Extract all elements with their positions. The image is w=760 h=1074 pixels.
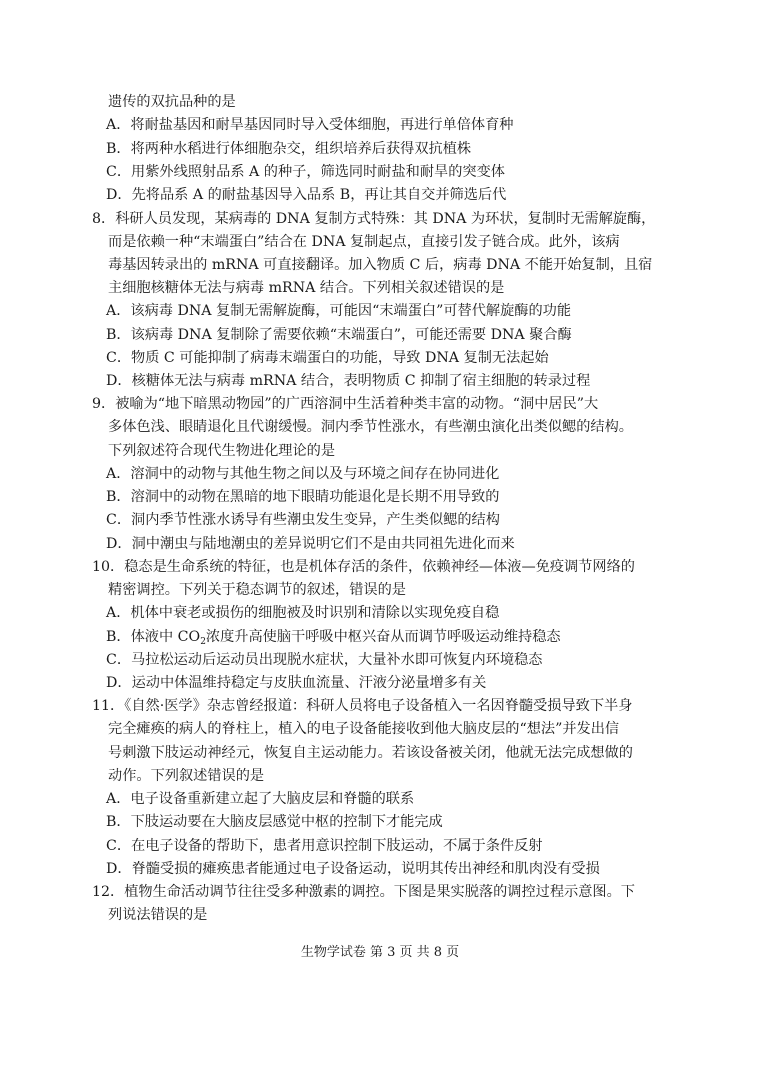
q10-option-a: A．机体中衰老或损伤的细胞被及时识别和清除以实现免疫自稳 [106,605,500,621]
q8-option-b: B．该病毒 DNA 复制除了需要依赖“末端蛋白”，可能还需要 DNA 聚合酶 [106,327,572,343]
q9-option-c: C．洞内季节性涨水诱导有些潮虫发生变异，产生类似鳃的结构 [106,512,500,528]
q9-stem-line: 下列叙述符合现代生物进化理论的是 [108,443,336,459]
q11-stem-line: 号刺激下肢运动神经元，恢复自主运动能力。若该设备被关闭，他就无法完成想做的 [108,745,633,761]
q7-option-d: D．先将品系 A 的耐盐基因导入品系 B，再让其自交并筛选后代 [106,187,507,203]
q8-stem-line: 而是依赖一种“末端蛋白”结合在 DNA 复制起点，直接引发子链合成。此外，该病 [108,234,620,250]
q10-option-d: D．运动中体温维持稳定与皮肤血流量、汗液分泌量增多有关 [106,675,487,691]
q7-stem-continuation: 遗传的双抗品种的是 [108,94,236,110]
q8-option-a: A．该病毒 DNA 复制无需解旋酶，可能因“末端蛋白”可替代解旋酶的功能 [106,303,572,319]
q8-stem-line: 主细胞核糖体无法与病毒 mRNA 结合。下列相关叙述错误的是 [108,280,505,296]
subscript-2: 2 [200,637,206,647]
q11-option-b: B．下肢运动要在大脑皮层感觉中枢的控制下才能完成 [106,814,443,830]
q12-stem-line: 12．植物生命活动调节往往受多种激素的调控。下图是果实脱落的调控过程示意图。下 [92,884,635,900]
q11-option-c: C．在电子设备的帮助下，患者用意识控制下肢运动，不属于条件反射 [106,838,543,854]
q9-option-b: B．溶洞中的动物在黑暗的地下眼睛功能退化是长期不用导致的 [106,489,500,505]
q8-option-d: D．核糖体无法与病毒 mRNA 结合，表明物质 C 抑制了宿主细胞的转录过程 [106,373,591,389]
q7-option-c: C．用紫外线照射品系 A 的种子，筛选同时耐盐和耐旱的突变体 [106,164,505,180]
q11-stem-line: 11．《自然·医学》杂志曾经报道：科研人员将电子设备植入一名因脊髓受损导致下半身 [92,698,633,714]
q11-stem-line: 完全瘫痪的病人的脊柱上，植入的电子设备能接收到他大脑皮层的“想法”并发出信 [108,721,620,737]
q8-stem-line: 8．科研人员发现，某病毒的 DNA 复制方式特殊：其 DNA 为环状，复制时无需解旋酶， [92,211,656,227]
q9-stem-line: 多体色浅、眼睛退化且代谢缓慢。洞内季节性涨水，有些潮虫演化出类似鳃的结构。 [108,419,633,435]
page-footer: 生物学试卷 第 3 页 共 8 页 [300,945,460,960]
q11-option-a: A．电子设备重新建立起了大脑皮层和脊髓的联系 [106,791,415,807]
q10-stem-line: 精密调控。下列关于稳态调节的叙述，错误的是 [108,582,406,598]
q8-stem-line: 毒基因转录出的 mRNA 可直接翻译。加入物质 C 后，病毒 DNA 不能开始复制，且宿 [108,257,653,273]
q7-option-b: B．将两种水稻进行体细胞杂交，组织培养后获得双抗植株 [106,141,472,157]
q8-option-c: C．物质 C 可能抑制了病毒末端蛋白的功能，导致 DNA 复制无法起始 [106,350,549,366]
q10-stem-line: 10．稳态是生命系统的特征，也是机体存活的条件，依赖神经—体液—免疫调节网络的 [92,559,635,575]
q7-option-a: A．将耐盐基因和耐旱基因同时导入受体细胞，再进行单倍体育种 [106,117,514,133]
q9-stem-line: 9．被喻为“地下暗黑动物园”的广西溶洞中生活着种类丰富的动物。“洞中居民”大 [92,396,599,412]
q11-option-d: D．脊髓受损的瘫痪患者能通过电子设备运动，说明其传出神经和肌肉没有受损 [106,861,600,877]
q10-option-c: C．马拉松运动后运动员出现脱水症状，大量补水即可恢复内环境稳态 [106,652,543,668]
q10-option-b [106,627,561,647]
q9-option-d: D．洞中潮虫与陆地潮虫的差异说明它们不是由共同祖先进化而来 [106,536,515,552]
q11-stem-line: 动作。下列叙述错误的是 [108,768,265,784]
q12-stem-line: 列说法错误的是 [108,907,208,923]
q10-option-b-part: B．体液中 CO [106,629,201,645]
q10-option-b-part: 浓度升高使脑干呼吸中枢兴奋从而调节呼吸运动维持稳态 [205,629,561,645]
q9-option-a: A．溶洞中的动物与其他生物之间以及与环境之间存在协同进化 [106,466,500,482]
